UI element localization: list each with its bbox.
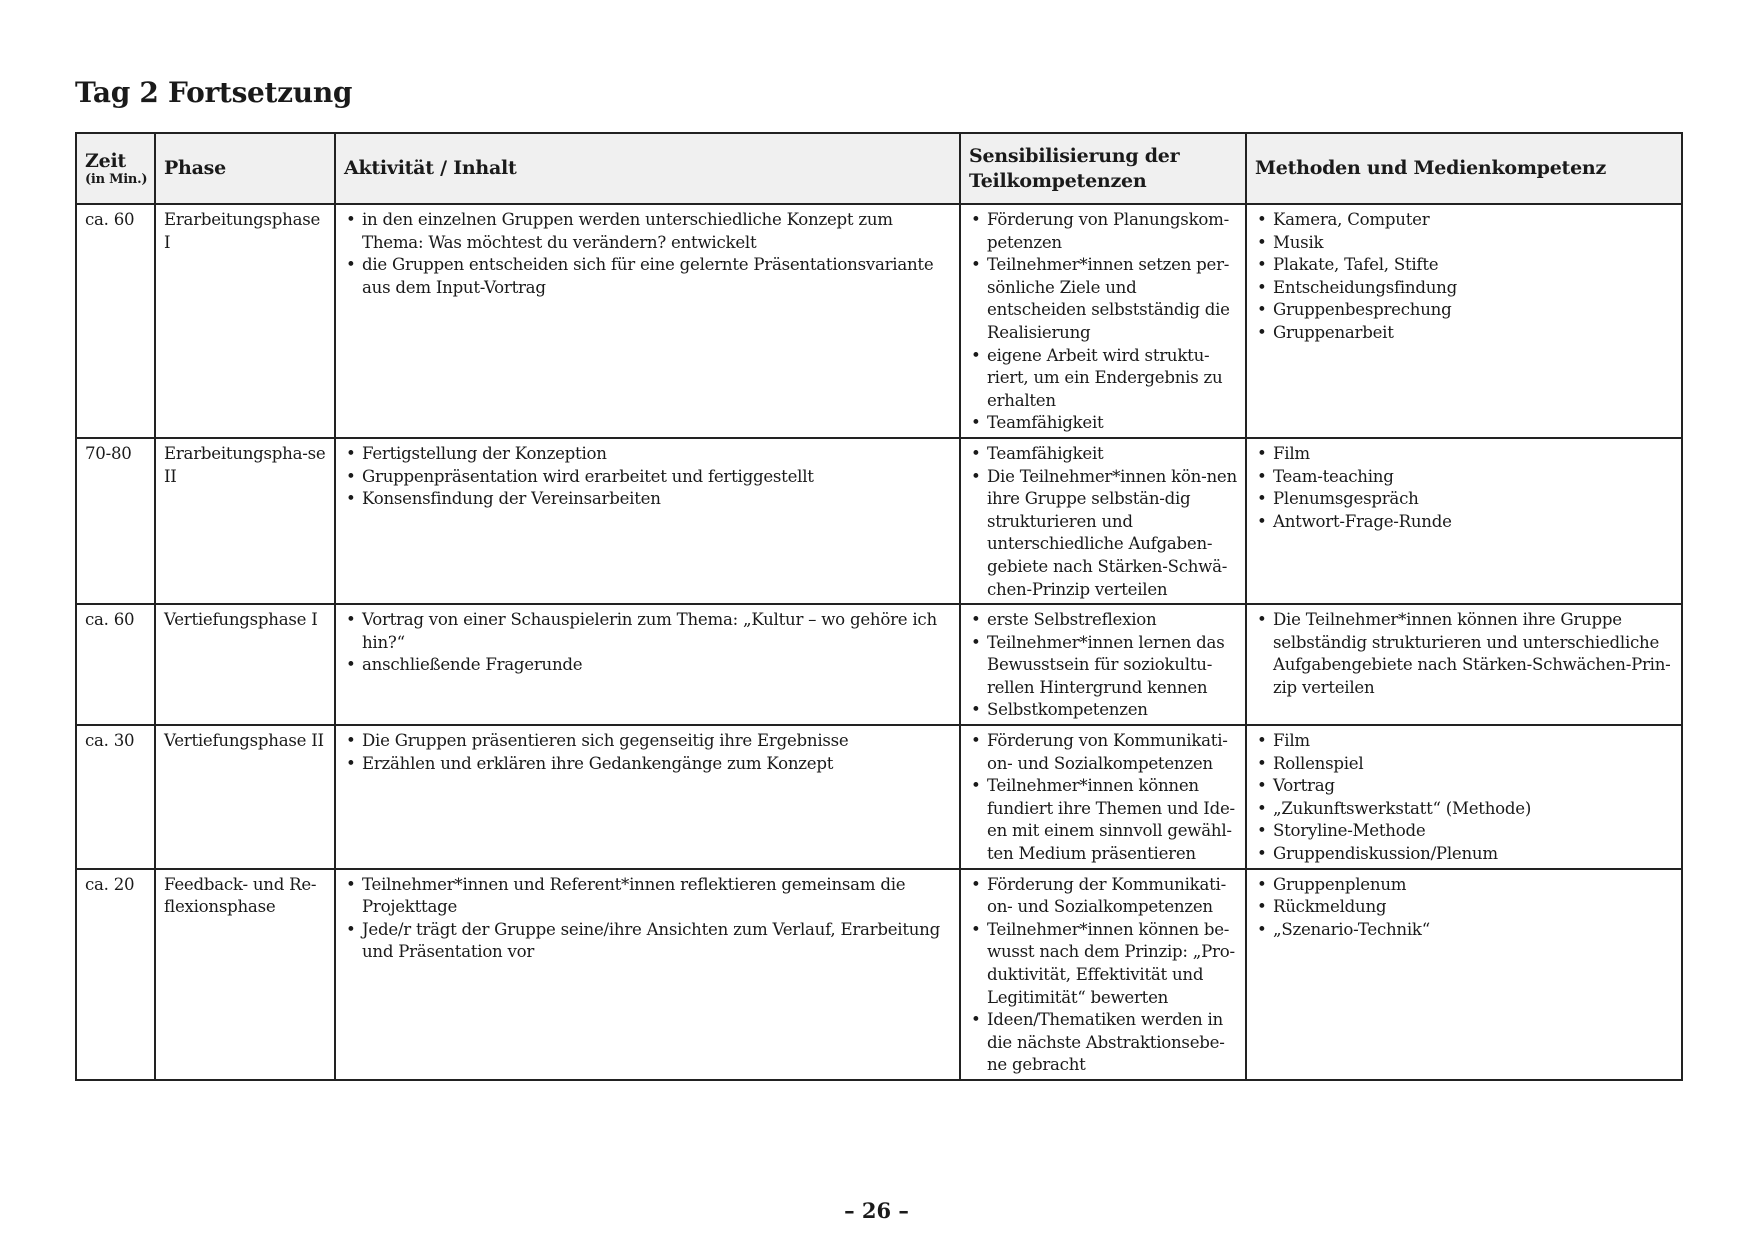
competency-item: • Die Teilnehmer*innen kön-nen ihre Gruppe selbstän-dig strukturieren und unterschiedliche Aufgaben-gebiete nach Stärken-Schwä-chen-Prinzip verteilen [969, 466, 1239, 602]
activity-item: • Konsensfindung der Vereinsarbeiten [344, 488, 953, 511]
activity-item: • Teilnehmer*innen und Referent*innen reflektieren gemeinsam die Projekttage [344, 874, 953, 919]
method-item: • Plenumsgespräch [1255, 488, 1675, 511]
method-item: • Vortrag [1255, 775, 1675, 798]
page-title: Tag 2 Fortsetzung [75, 76, 353, 109]
cell-phase: Feedback- und Re-flexionsphase [155, 869, 335, 1080]
cell-competencies [960, 869, 1246, 1080]
table-row [76, 438, 1682, 604]
cell-time: ca. 60 [76, 204, 155, 438]
activity-item: • anschließende Fragerunde [344, 654, 953, 677]
column-header-phase: Phase [155, 133, 335, 204]
competency-item: • Teilnehmer*innen können fundiert ihre Themen und Ide-en mit einem sinnvoll gewähl-ten Medium präsentieren [969, 775, 1239, 865]
table-row [76, 725, 1682, 869]
method-item: • Kamera, Computer [1255, 209, 1675, 232]
table-header-row [76, 133, 1682, 204]
cell-time: ca. 30 [76, 725, 155, 869]
cell-competencies-list [969, 209, 1239, 435]
cell-phase: Vertiefungsphase II [155, 725, 335, 869]
cell-time: ca. 60 [76, 604, 155, 725]
activity-item: • Fertigstellung der Konzeption [344, 443, 953, 466]
method-item: • „Zukunftswerkstatt“ (Methode) [1255, 798, 1675, 821]
cell-activity-list [344, 209, 953, 299]
activity-item: • Gruppenpräsentation wird erarbeitet und fertiggestellt [344, 466, 953, 489]
column-header-time-unit: (in Min.) [85, 171, 148, 187]
cell-competencies [960, 604, 1246, 725]
competency-item: • Förderung der Kommunikati-on- und Sozialkompetenzen [969, 874, 1239, 919]
table-row [76, 604, 1682, 725]
method-item: • Die Teilnehmer*innen können ihre Gruppe selbständig strukturieren und unterschiedliche Aufgabengebiete nach Stärken-Schwächen-Prin-zip verteilen [1255, 609, 1675, 699]
cell-activity [335, 604, 960, 725]
cell-competencies-list [969, 443, 1239, 601]
competency-item: • Förderung von Planungskom-petenzen [969, 209, 1239, 254]
cell-activity [335, 725, 960, 869]
column-header-methods: Methoden und Medienkompetenz [1246, 133, 1682, 204]
cell-activity-list [344, 730, 953, 775]
cell-competencies-list [969, 730, 1239, 866]
activity-item: • Die Gruppen präsentieren sich gegenseitig ihre Ergebnisse [344, 730, 953, 753]
competency-item: • Selbstkompetenzen [969, 699, 1239, 722]
competency-item: • erste Selbstreflexion [969, 609, 1239, 632]
cell-activity-list [344, 874, 953, 964]
method-item: • Gruppenbesprechung [1255, 299, 1675, 322]
table-row [76, 869, 1682, 1080]
cell-activity-list [344, 609, 953, 677]
cell-competencies [960, 725, 1246, 869]
cell-activity [335, 869, 960, 1080]
competency-item: • Teilnehmer*innen können be-wusst nach dem Prinzip: „Pro-duktivität, Effektivität und Legitimität“ bewerten [969, 919, 1239, 1009]
table-body [76, 204, 1682, 1080]
cell-phase: Erarbeitungspha-se II [155, 438, 335, 604]
competency-item: • Teamfähigkeit [969, 443, 1239, 466]
table-row [76, 204, 1682, 438]
activity-item: • in den einzelnen Gruppen werden unterschiedliche Konzept zum Thema: Was möchtest du verändern? entwickelt [344, 209, 953, 254]
competency-item: • eigene Arbeit wird struktu-riert, um ein Endergebnis zu erhalten [969, 345, 1239, 413]
cell-competencies [960, 438, 1246, 604]
cell-competencies-list [969, 874, 1239, 1077]
cell-competencies [960, 204, 1246, 438]
cell-activity-list [344, 443, 953, 511]
competency-item: • Teamfähigkeit [969, 412, 1239, 435]
cell-activity [335, 438, 960, 604]
column-header-time-label: Zeit [85, 149, 126, 172]
method-item: • Film [1255, 443, 1675, 466]
cell-time: ca. 20 [76, 869, 155, 1080]
method-item: • Musik [1255, 232, 1675, 255]
method-item: • Antwort-Frage-Runde [1255, 511, 1675, 534]
cell-methods [1246, 204, 1682, 438]
cell-methods [1246, 869, 1682, 1080]
method-item: • Plakate, Tafel, Stifte [1255, 254, 1675, 277]
column-header-competencies: Sensibilisierung der Teilkompetenzen [960, 133, 1246, 204]
schedule-table [75, 132, 1683, 1081]
column-header-time [76, 133, 155, 204]
cell-methods-list [1255, 874, 1675, 942]
activity-item: • Vortrag von einer Schauspielerin zum Thema: „Kultur – wo gehöre ich hin?“ [344, 609, 953, 654]
cell-activity [335, 204, 960, 438]
method-item: • Rollenspiel [1255, 753, 1675, 776]
method-item: • Gruppendiskussion/Plenum [1255, 843, 1675, 866]
cell-time: 70-80 [76, 438, 155, 604]
cell-methods-list [1255, 209, 1675, 345]
competency-item: • Förderung von Kommunikati-on- und Sozialkompetenzen [969, 730, 1239, 775]
method-item: • Film [1255, 730, 1675, 753]
competency-item: • Teilnehmer*innen lernen das Bewusstsein für soziokultu-rellen Hintergrund kennen [969, 632, 1239, 700]
method-item: • Gruppenplenum [1255, 874, 1675, 897]
column-header-activity: Aktivität / Inhalt [335, 133, 960, 204]
cell-methods-list [1255, 443, 1675, 533]
cell-methods-list [1255, 730, 1675, 866]
method-item: • Storyline-Methode [1255, 820, 1675, 843]
method-item: • Team-teaching [1255, 466, 1675, 489]
method-item: • „Szenario-Technik“ [1255, 919, 1675, 942]
method-item: • Rückmeldung [1255, 896, 1675, 919]
method-item: • Gruppenarbeit [1255, 322, 1675, 345]
cell-phase: Vertiefungsphase I [155, 604, 335, 725]
cell-methods [1246, 725, 1682, 869]
competency-item: • Ideen/Thematiken werden in die nächste Abstraktionsebe-ne gebracht [969, 1009, 1239, 1077]
cell-methods [1246, 438, 1682, 604]
competency-item: • Teilnehmer*innen setzen per-sönliche Ziele und entscheiden selbstständig die Realisierung [969, 254, 1239, 344]
activity-item: • Erzählen und erklären ihre Gedankengänge zum Konzept [344, 753, 953, 776]
cell-competencies-list [969, 609, 1239, 722]
method-item: • Entscheidungsfindung [1255, 277, 1675, 300]
cell-phase: Erarbeitungsphase I [155, 204, 335, 438]
cell-methods [1246, 604, 1682, 725]
cell-methods-list [1255, 609, 1675, 699]
activity-item: • Jede/r trägt der Gruppe seine/ihre Ansichten zum Verlauf, Erarbeitung und Präsentation vor [344, 919, 953, 964]
activity-item: • die Gruppen entscheiden sich für eine gelernte Präsentationsvariante aus dem Input-Vortrag [344, 254, 953, 299]
page-number: – 26 – [844, 1198, 909, 1223]
